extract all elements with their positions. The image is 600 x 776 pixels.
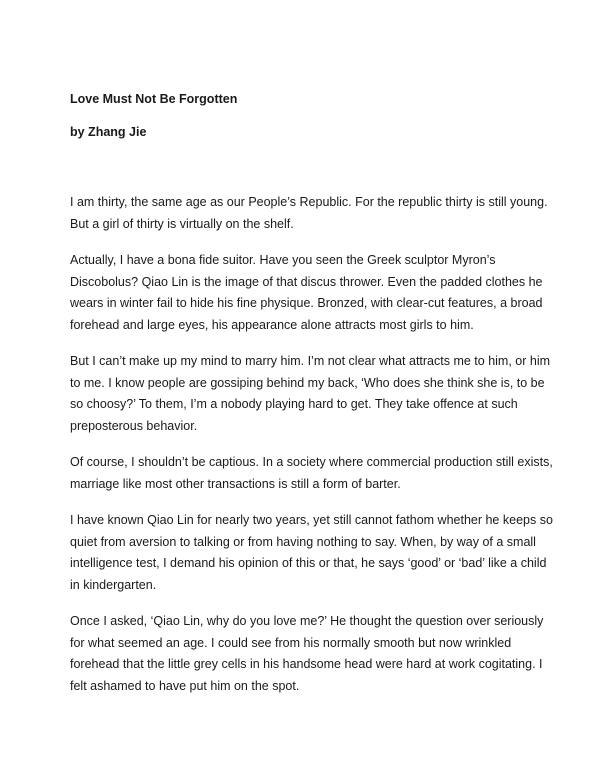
text-line: quiet from aversion to talking or from having nothing to say. When, by way of a small bbox=[70, 534, 536, 549]
text-line: so choosy?’ To them, I’m a nobody playing hard to get. They take offence at such bbox=[70, 397, 518, 411]
text-line: forehead that the little grey cells in his handsome head were hard at work cogitating. I bbox=[70, 657, 543, 671]
paragraph-5 bbox=[70, 510, 553, 596]
text-line: wears in winter fail to hide his fine physique. Bronzed, with clear-cut features, a broad bbox=[70, 296, 543, 310]
text-line: preposterous behavior. bbox=[70, 418, 198, 433]
text-line: I have known Qiao Lin for nearly two years, yet still cannot fathom whether he keeps so bbox=[70, 513, 553, 527]
text-line: Of course, I shouldn’t be captious. In a society where commercial production still exists, bbox=[70, 455, 553, 469]
text-line: marriage like most other transactions is still a form of barter. bbox=[70, 476, 401, 491]
document-body bbox=[70, 192, 553, 712]
text-line: Discobolus? Qiao Lin is the image of that discus thrower. Even the padded clothes he bbox=[70, 274, 543, 289]
text-line: felt ashamed to have put him on the spot. bbox=[70, 678, 300, 693]
paragraph-2 bbox=[70, 250, 543, 336]
paragraph-1 bbox=[70, 192, 548, 235]
text-line: Once I asked, ‘Qiao Lin, why do you love me?’ He thought the question over seriously bbox=[70, 614, 544, 628]
paragraph-4 bbox=[70, 452, 553, 495]
text-line: But a girl of thirty is virtually on the shelf. bbox=[70, 216, 294, 231]
paragraph-3 bbox=[70, 351, 551, 437]
text-line: forehead and large eyes, his appearance alone attracts most girls to him. bbox=[70, 317, 474, 332]
text-line: to me. I know people are gossiping behind my back, ‘Who does she think she is, to be bbox=[70, 375, 545, 390]
text-line: for what seemed an age. I could see from his normally smooth but now wrinkled bbox=[70, 635, 512, 650]
paragraph-6 bbox=[70, 611, 544, 697]
document-byline: by Zhang Jie bbox=[70, 125, 147, 139]
text-line: I am thirty, the same age as our People’s Republic. For the republic thirty is still young. bbox=[70, 195, 548, 209]
text-line: Actually, I have a bona fide suitor. Have you seen the Greek sculptor Myron’s bbox=[70, 253, 496, 267]
text-line: But I can’t make up my mind to marry him. I’m not clear what attracts me to him, or him bbox=[70, 354, 551, 368]
text-line: intelligence test, I demand his opinion of this or that, he says ‘good’ or ‘bad’ like a child bbox=[70, 556, 547, 570]
document-page bbox=[70, 0, 553, 776]
text-line: in kindergarten. bbox=[70, 577, 157, 592]
document-title: Love Must Not Be Forgotten bbox=[70, 92, 238, 106]
